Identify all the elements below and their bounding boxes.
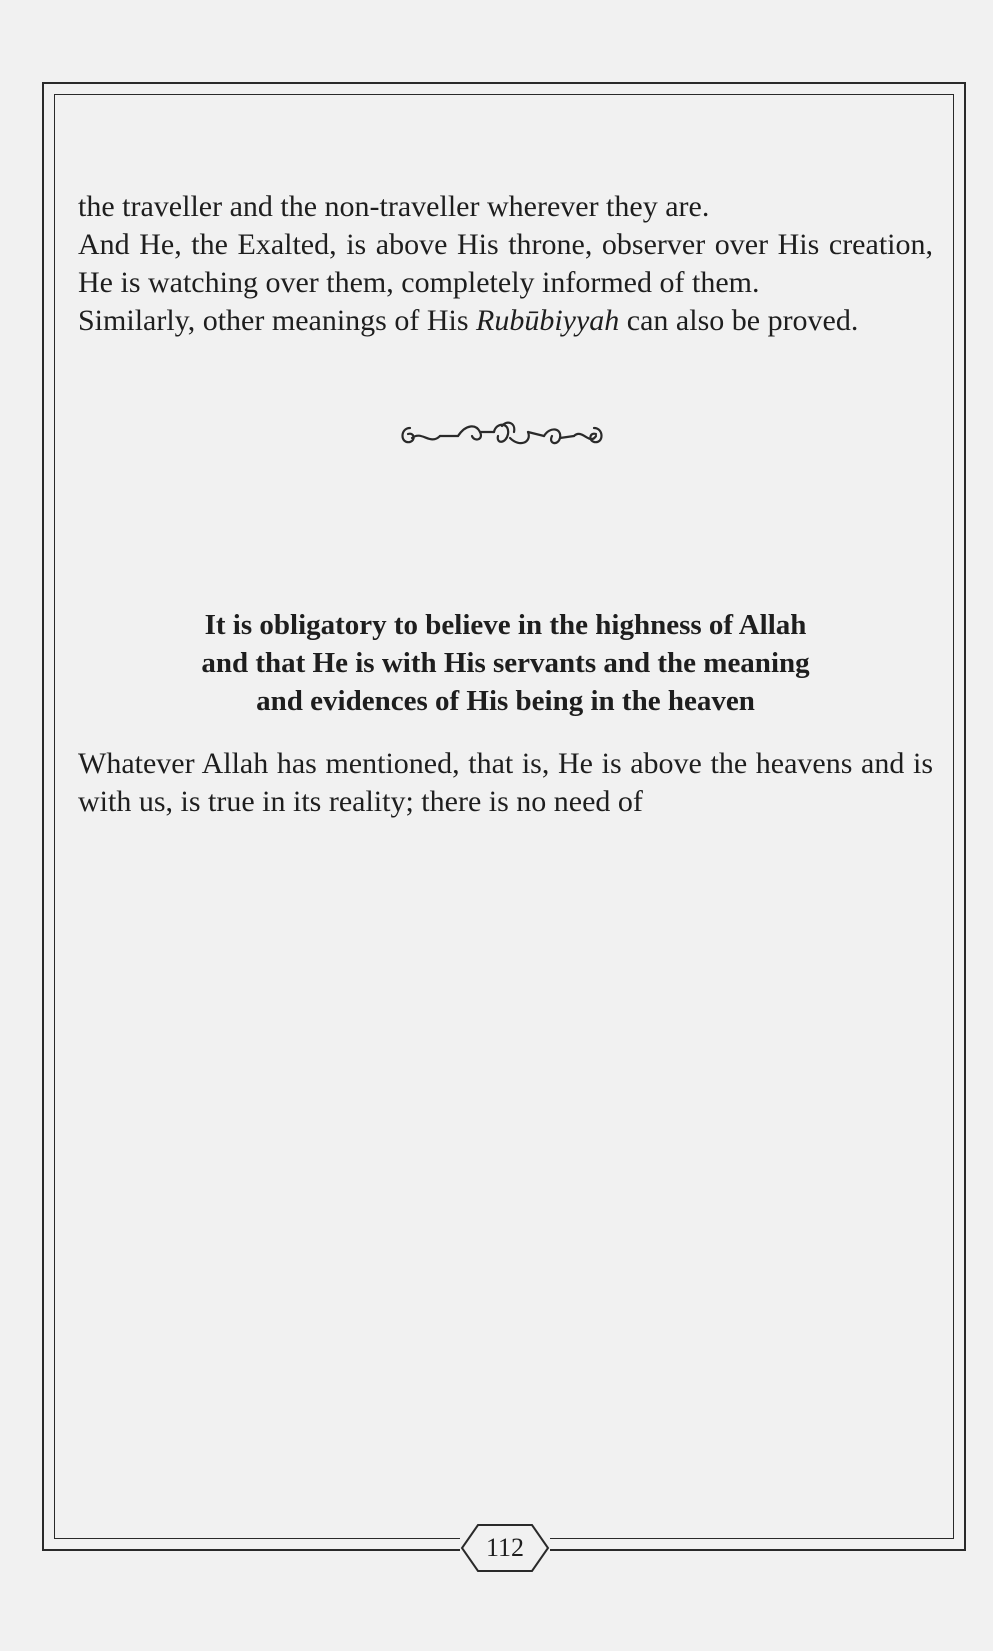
heading-line-2: and that He is with His servants and the meaning: [201, 647, 810, 679]
paragraph-throne: And He, the Exalted, is above His throne, observer over His creation, He is watching over them, completely informed of them.: [78, 228, 933, 299]
section-heading: [78, 606, 933, 720]
page-number: 112: [485, 1533, 525, 1562]
paragraph-continuation: the traveller and the non-traveller wherever they are.: [78, 190, 710, 223]
rububiyyah-lead: Similarly, other meanings of His: [78, 304, 476, 337]
rububiyyah-tail: can also be proved.: [619, 304, 859, 337]
heading-line-3: and evidences of His being in the heaven: [256, 685, 755, 717]
body-text-bottom: [78, 745, 933, 821]
paragraph-reality: Whatever Allah has mentioned, that is, He is above the heavens and is with us, is true in its reality; there is no need of: [78, 747, 933, 818]
rububiyyah-term: Rubūbiyyah: [476, 304, 620, 337]
heading-line-1: It is obligatory to believe in the highness of Allah: [204, 609, 807, 641]
body-text-top: [78, 188, 933, 340]
decorative-scroll-divider-icon: [396, 418, 608, 452]
paragraph-rububiyyah: [78, 302, 933, 340]
